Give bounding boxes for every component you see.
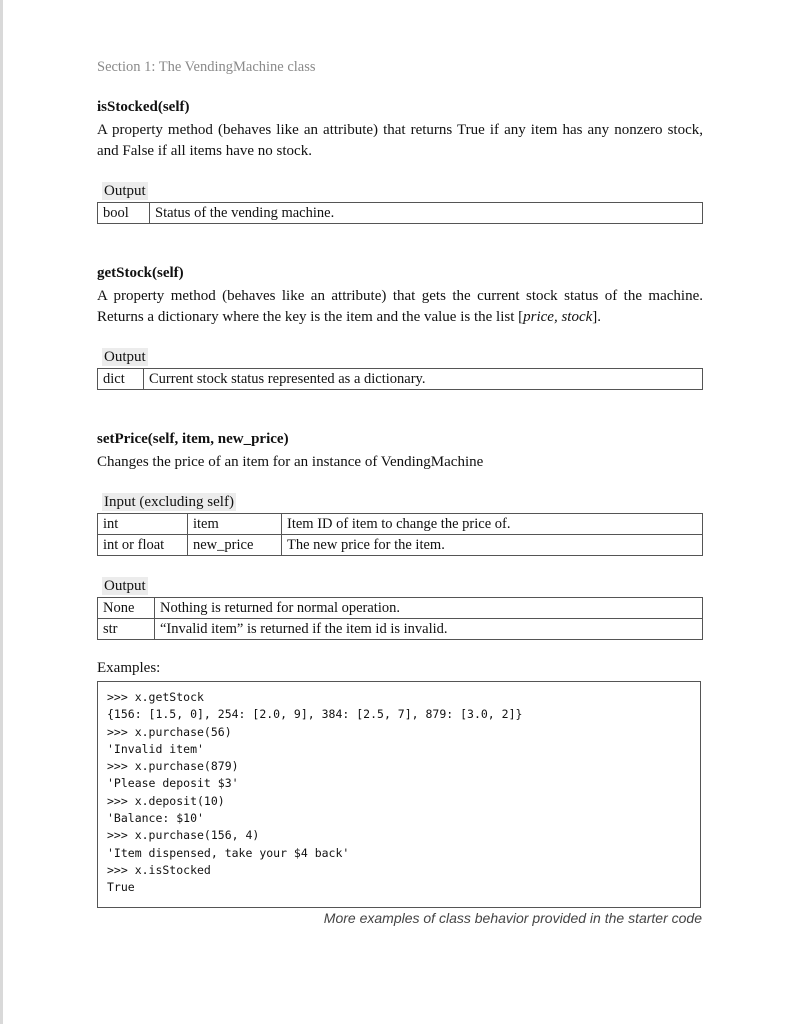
code-line: >>> x.isStocked [107,862,211,877]
code-line: 'Invalid item' [107,741,204,756]
description-text: A property method (behaves like an attribute) that gets the current stock status of the machine. Returns a dictionary where the key is the item and the value is the list [ [97,288,703,325]
section-header: Section 1: The VendingMachine class [97,59,316,75]
input-table-setprice [97,513,703,556]
code-line: 'Please deposit $3' [107,776,239,791]
output-desc: Status of the vending machine. [150,203,703,224]
code-line: 'Item dispensed, take your $4 back' [107,845,350,860]
output-table-getstock [97,368,703,390]
input-name: item [188,514,282,535]
code-line: >>> x.getStock [107,690,204,704]
output-label-getstock: Output [104,349,146,365]
output-table-setprice [97,597,703,640]
output-type: dict [98,369,144,390]
code-line: >>> x.purchase(879) [107,759,239,774]
input-desc: The new price for the item. [282,535,703,556]
code-line: True [107,880,135,895]
input-label-setprice: Input (excluding self) [104,494,234,510]
footnote: More examples of class behavior provided in the starter code [323,910,702,926]
method-title-setprice: setPrice(self, item, new_price) [97,431,289,447]
table-row [98,535,703,556]
output-label-setprice: Output [104,578,146,594]
code-line: 'Balance: $10' [107,811,204,826]
method-description-getstock [97,286,703,328]
output-desc: Current stock status represented as a dictionary. [144,369,703,390]
code-line: >>> x.purchase(156, 4) [107,828,260,843]
table-row [98,598,703,619]
input-type: int [98,514,188,535]
method-title-isstocked: isStocked(self) [97,99,190,115]
method-title-getstock: getStock(self) [97,265,184,281]
output-type: None [98,598,155,619]
input-type: int or float [98,535,188,556]
input-name: new_price [188,535,282,556]
table-row [98,619,703,640]
code-line: >>> x.purchase(56) [107,724,232,739]
input-desc: Item ID of item to change the price of. [282,514,703,535]
page-edge [0,0,3,1024]
output-type: str [98,619,155,640]
method-description-isstocked: A property method (behaves like an attribute) that returns True if any item has any nonzero stock, and False if all items have no stock. [97,122,703,159]
code-line: >>> x.deposit(10) [107,793,225,808]
method-description-setprice: Changes the price of an item for an instance of VendingMachine [97,454,484,470]
output-table-isstocked [97,202,703,224]
table-row [98,203,703,224]
output-label-isstocked: Output [104,183,146,199]
description-italic: price, stock [523,309,593,325]
table-row [98,369,703,390]
code-line: {156: [1.5, 0], 254: [2.0, 9], 384: [2.5, 7], 879: [3.0, 2]} [107,707,523,722]
description-text-end: ]. [592,309,602,325]
examples-label: Examples: [97,660,161,676]
output-desc: Nothing is returned for normal operation. [155,598,703,619]
table-row [98,514,703,535]
output-desc: “Invalid item” is returned if the item id is invalid. [155,619,703,640]
output-type: bool [98,203,150,224]
code-example-box [97,681,701,908]
